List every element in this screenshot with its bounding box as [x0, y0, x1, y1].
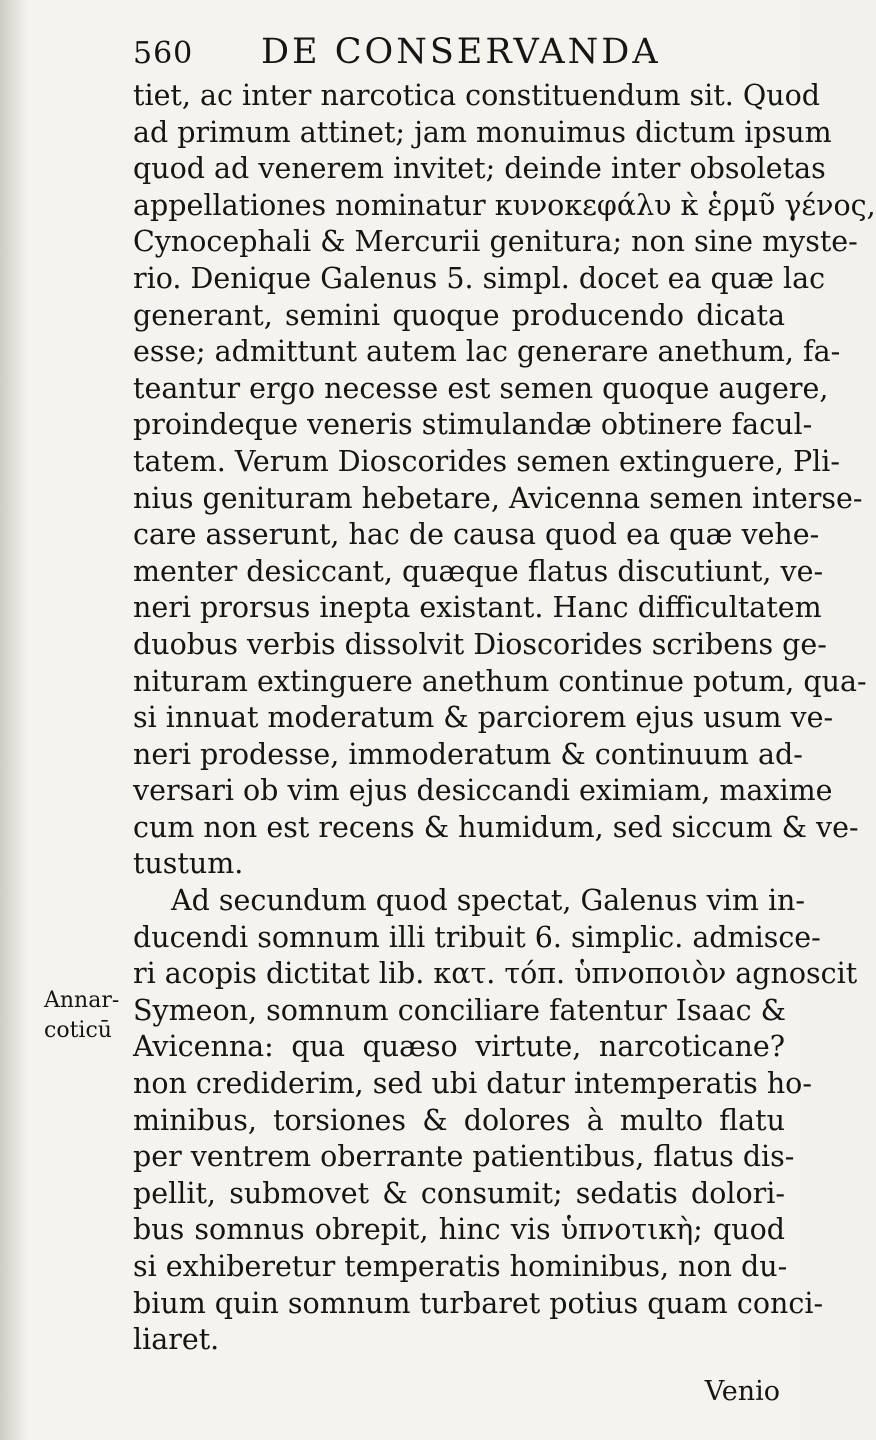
text-line: non crediderim, sed ubi datur intemperatis ho-	[133, 1067, 812, 1101]
text-line: Avicenna: qua quæso virtute, narcoticane?	[133, 1030, 785, 1064]
text-line: minibus, torsiones & dolores à multo flatu	[133, 1103, 785, 1137]
text-line: neri prodesse, immoderatum & continuum ad-	[133, 737, 803, 771]
text-line: ri acopis dictitat lib. κατ. τόπ. ὑπνοποιὸν agnoscit	[133, 957, 858, 991]
text-line: tatem. Verum Dioscorides semen extinguere, Pli-	[133, 444, 840, 478]
page-header	[133, 30, 773, 76]
text-line: ad primum attinet; jam monuimus dictum ipsum	[133, 115, 832, 149]
text-line: versari ob vim ejus desiccandi eximiam, maxime	[133, 774, 833, 808]
text-line: neri prorsus inepta existant. Hanc difficultatem	[133, 591, 822, 625]
text-line: teantur ergo necesse est semen quoque augere,	[133, 371, 829, 405]
text-line: menter desiccant, quæque flatus discutiunt, ve-	[133, 554, 824, 588]
running-title: DE CONSERVANDA	[261, 32, 661, 72]
text-line: appellationes nominatur κυνοκεφάλυ κ̀ ἑρμῦ γένος,	[133, 188, 876, 222]
text-line: liaret.	[133, 1323, 220, 1357]
margin-note	[44, 986, 119, 1046]
text-line: nituram extinguere anethum continue potum, qua-	[133, 664, 867, 698]
text-line: per ventrem oberrante patientibus, flatus dis-	[133, 1140, 795, 1174]
text-line: Ad secundum quod spectat, Galenus vim in-	[171, 884, 806, 918]
text-line: proindeque veneris stimulandæ obtinere facul-	[133, 408, 813, 442]
text-line: pellit, submovet & consumit; sedatis dolori-	[133, 1176, 785, 1210]
text-line: esse; admittunt autem lac generare anethum, fa-	[133, 335, 841, 369]
body-text	[133, 78, 876, 1359]
text-line: cum non est recens & humidum, sed siccum & ve-	[133, 810, 859, 844]
text-line: si exhiberetur temperatis hominibus, non du-	[133, 1250, 788, 1283]
catchword: Venio	[704, 1376, 780, 1407]
text-line: bus somnus obrepit, hinc vis ὑπνοτικὴ; quod	[133, 1213, 785, 1247]
text-line: si innuat moderatum & parciorem ejus usum ve-	[133, 701, 834, 735]
text-line: Cynocephali & Mercurii genitura; non sine myste-	[133, 225, 858, 259]
text-line: generant, semini quoque producendo dicata	[133, 298, 785, 332]
text-line: duobus verbis dissolvit Dioscorides scribens ge-	[133, 627, 827, 661]
text-line: ducendi somnum illi tribuit 6. simplic. admisce-	[133, 920, 821, 954]
text-line: rio. Denique Galenus 5. simpl. docet ea quæ lac	[133, 261, 826, 295]
gutter-shadow	[0, 0, 28, 1440]
text-line: quod ad venerem invitet; deinde inter obsoletas	[133, 152, 826, 186]
text-line: Symeon, somnum conciliare fatentur Isaac &	[133, 993, 787, 1027]
text-line: care asserunt, hac de causa quod ea quæ vehe-	[133, 518, 820, 552]
text-line: bium quin somnum turbaret potius quam conci-	[133, 1286, 824, 1320]
text-line: nius genituram hebetare, Avicenna semen interse-	[133, 481, 863, 515]
margin-note-line: coticū	[44, 1018, 112, 1043]
margin-note-line: Annar-	[44, 988, 120, 1013]
page-number: 560	[133, 36, 194, 71]
text-line: tiet, ac inter narcotica constituendum sit. Quod	[133, 79, 820, 112]
text-line: tustum.	[133, 847, 244, 881]
